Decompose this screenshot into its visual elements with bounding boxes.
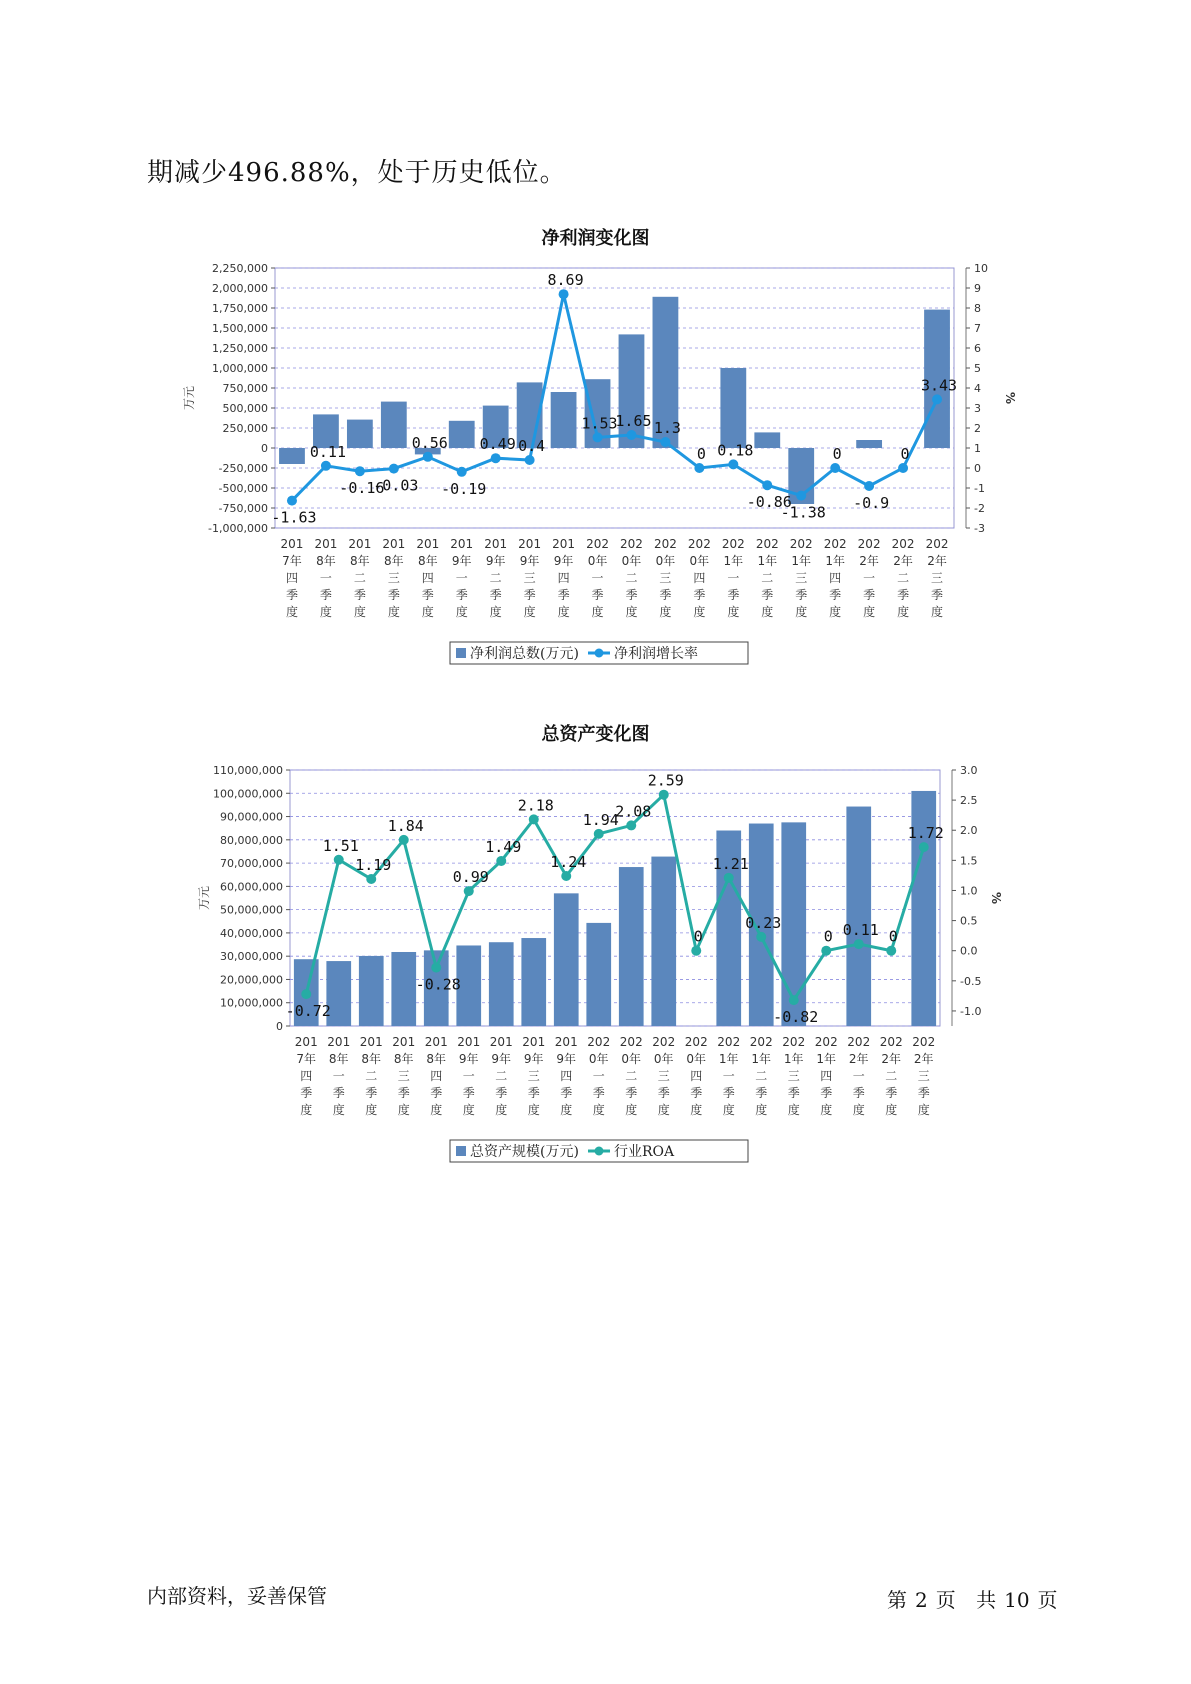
line-point	[399, 835, 409, 845]
y2-tick-label: -1.0	[960, 1004, 982, 1018]
data-label: -0.19	[441, 479, 487, 498]
x-tick-label: 201 9年四季度	[552, 537, 576, 619]
data-label: 1.3	[653, 419, 681, 437]
legend-label: 净利润总数(万元)	[470, 646, 579, 662]
line-point	[660, 437, 670, 447]
data-label: 1.24	[550, 853, 587, 872]
x-tick-label: 201 9年二季度	[484, 537, 508, 619]
data-label: -0.72	[285, 1002, 331, 1021]
x-tick-label: 202 0年二季度	[619, 1035, 643, 1117]
data-label: 0.23	[745, 913, 782, 932]
line-point	[919, 842, 929, 852]
y2-tick-label: 4	[974, 382, 981, 395]
y-tick-label: 70,000,000	[220, 857, 283, 871]
y-axis-label: 万元	[197, 885, 211, 911]
bar	[391, 952, 416, 1026]
legend-bar-swatch	[456, 1146, 466, 1156]
line-point	[321, 461, 331, 471]
line-point	[886, 946, 896, 956]
x-tick-label: 201 8年三季度	[382, 537, 406, 619]
data-label: 1.53	[581, 414, 618, 433]
data-label: 0.11	[309, 442, 346, 461]
y-tick-label: 110,000,000	[213, 764, 283, 777]
bar	[754, 432, 780, 448]
bar	[554, 893, 579, 1026]
data-label: 0.18	[717, 441, 754, 460]
data-label: 1.51	[322, 836, 359, 855]
x-tick-label: 202 2年二季度	[891, 537, 915, 619]
line-point	[491, 453, 501, 463]
data-label: -0.03	[373, 476, 419, 495]
line-point	[854, 939, 864, 949]
y2-tick-label: 2	[974, 422, 981, 435]
y-tick-label: -750,000	[218, 502, 268, 515]
line-point	[301, 989, 311, 999]
line-point	[529, 814, 539, 824]
line-point	[796, 491, 806, 501]
line-point	[864, 481, 874, 491]
y-tick-label: 80,000,000	[220, 833, 283, 847]
y-tick-label: 2,000,000	[212, 282, 268, 295]
data-label: 0	[900, 445, 910, 463]
legend-line-swatch	[595, 649, 604, 658]
line-point	[366, 874, 376, 884]
y2-tick-label: 5	[974, 362, 981, 375]
data-label: 2.18	[517, 796, 554, 815]
data-label: 1.21	[712, 854, 749, 873]
legend-label: 行业ROA	[614, 1144, 675, 1160]
y2-tick-label: 0.5	[960, 914, 978, 928]
footer-confidential: 内部资料，妥善保管	[147, 1584, 327, 1608]
legend	[450, 1140, 748, 1162]
data-label: -1.38	[780, 503, 826, 522]
page-current: 2	[915, 1588, 928, 1612]
y2-tick-label: 9	[974, 282, 981, 295]
data-label: 0.4	[518, 437, 546, 455]
data-label: 1.84	[387, 816, 424, 835]
x-tick-label: 201 7年四季度	[280, 537, 304, 619]
x-tick-label: 202 1年一季度	[721, 537, 745, 619]
bar	[347, 420, 373, 448]
data-label: -0.82	[773, 1008, 819, 1027]
y-tick-label: 1,750,000	[212, 302, 268, 315]
y2-tick-label: 8	[974, 302, 981, 315]
x-tick-label: 202 1年三季度	[782, 1035, 806, 1117]
chart-title: 总资产变化图	[541, 724, 650, 745]
data-label: 1.19	[355, 856, 392, 875]
bar	[586, 923, 611, 1026]
x-tick-label: 202 0年四季度	[684, 1035, 708, 1117]
x-tick-label: 201 9年四季度	[554, 1035, 578, 1117]
bar	[856, 440, 882, 448]
line-point	[691, 946, 701, 956]
y-tick-label: 500,000	[222, 402, 268, 415]
data-label: 0.56	[411, 433, 448, 452]
bar	[521, 938, 546, 1026]
page-mid: 页	[935, 1588, 956, 1612]
y-tick-label: -500,000	[218, 482, 268, 495]
y-tick-label: 100,000,000	[213, 787, 283, 801]
x-tick-label: 201 8年一季度	[314, 537, 338, 619]
y2-tick-label: 1	[974, 442, 981, 455]
x-tick-label: 202 0年四季度	[687, 537, 711, 619]
y2-axis-label: %	[1003, 391, 1017, 405]
line-point	[898, 463, 908, 473]
x-tick-label: 202 2年二季度	[879, 1035, 903, 1117]
y-tick-label: 40,000,000	[220, 926, 283, 940]
y-tick-label: -1,000,000	[208, 522, 268, 535]
y-tick-label: 250,000	[222, 422, 268, 435]
y-tick-label: 90,000,000	[220, 810, 283, 824]
data-label: 0.99	[452, 868, 489, 887]
line-point	[431, 963, 441, 973]
line-point	[594, 829, 604, 839]
data-label: 3.43	[920, 376, 958, 395]
y2-tick-label: 10	[974, 262, 988, 275]
x-tick-label: 202 1年三季度	[789, 537, 813, 619]
data-label: 0	[888, 927, 898, 946]
y-tick-label: -250,000	[218, 462, 268, 475]
y-tick-label: 10,000,000	[220, 996, 283, 1010]
bar	[489, 942, 514, 1026]
x-tick-label: 202 2年一季度	[847, 1035, 871, 1117]
line-point	[694, 463, 704, 473]
y-tick-label: 750,000	[222, 382, 268, 395]
x-tick-label: 202 1年一季度	[717, 1035, 741, 1117]
y-tick-label: 1,250,000	[212, 342, 268, 355]
page-suffix: 页	[1037, 1588, 1058, 1612]
chart-title: 净利润变化图	[541, 228, 650, 249]
y2-tick-label: 3.0	[960, 764, 978, 777]
x-tick-label: 201 7年四季度	[294, 1035, 318, 1117]
x-tick-label: 202 0年二季度	[620, 537, 643, 619]
y2-tick-label: 0	[974, 462, 981, 475]
data-label: 1.94	[582, 810, 619, 829]
x-tick-label: 202 0年三季度	[652, 1035, 676, 1117]
y-tick-label: 1,000,000	[212, 362, 268, 375]
footer-page-number	[887, 1584, 1066, 1613]
y2-tick-label: -1	[974, 482, 985, 495]
legend	[450, 642, 748, 664]
line-point	[525, 455, 535, 465]
data-label: 1.65	[615, 412, 652, 430]
page-total: 10	[1004, 1588, 1030, 1612]
line-point	[821, 946, 831, 956]
line-point	[457, 467, 467, 477]
x-tick-label: 202 0年三季度	[653, 537, 677, 619]
x-tick-label: 202 1年二季度	[755, 537, 779, 619]
x-tick-label: 201 9年三季度	[522, 1035, 546, 1117]
data-label: 0	[832, 445, 842, 463]
legend-line-swatch	[595, 1147, 604, 1156]
x-tick-label: 201 8年四季度	[416, 537, 440, 619]
y-tick-label: 0	[276, 1020, 283, 1033]
bar	[551, 392, 577, 448]
line-point	[626, 820, 636, 830]
y2-tick-label: 6	[974, 342, 981, 355]
x-tick-label: 202 2年三季度	[925, 537, 949, 619]
data-label: 0.49	[479, 435, 516, 454]
line-point	[659, 790, 669, 800]
x-tick-label: 201 8年一季度	[327, 1035, 351, 1117]
line-point	[756, 932, 766, 942]
data-label: -1.63	[271, 508, 317, 527]
data-label: -0.16	[339, 479, 385, 498]
bar	[720, 368, 746, 448]
y2-axis-label: %	[989, 891, 1003, 905]
legend-bar-swatch	[456, 648, 466, 658]
x-tick-label: 201 8年二季度	[348, 537, 372, 619]
x-tick-label: 201 9年二季度	[489, 1035, 513, 1117]
line-point	[932, 394, 942, 404]
y2-tick-label: 0.0	[960, 944, 978, 958]
legend-label: 净利润增长率	[614, 646, 698, 662]
y2-tick-label: -3	[974, 522, 985, 535]
x-tick-label: 201 8年四季度	[424, 1035, 448, 1117]
total-assets-chart-svg	[0, 750, 1191, 1190]
x-tick-label: 202 1年四季度	[823, 537, 847, 619]
line-point	[830, 463, 840, 473]
y2-tick-label: 1.5	[960, 854, 978, 868]
data-label: 1.49	[485, 837, 522, 856]
line-point	[561, 871, 571, 881]
line-point	[423, 452, 433, 462]
y-tick-label: 1,500,000	[212, 322, 268, 335]
data-label: 0	[696, 445, 706, 463]
line-point	[334, 855, 344, 865]
y-tick-label: 60,000,000	[220, 880, 283, 894]
page-total-label: 共	[976, 1588, 997, 1612]
x-tick-label: 202 1年四季度	[814, 1035, 838, 1117]
bar	[449, 421, 475, 448]
y-axis-label: 万元	[182, 385, 196, 411]
line-point	[626, 430, 636, 440]
line-point	[724, 873, 734, 883]
bar	[279, 448, 305, 464]
y2-tick-label: -2	[974, 502, 985, 515]
line-point	[728, 459, 738, 469]
line-point	[496, 856, 506, 866]
bar	[381, 402, 407, 448]
data-label: -0.86	[746, 493, 792, 512]
line-point	[789, 995, 799, 1005]
data-label: 8.69	[547, 271, 584, 290]
y2-tick-label: 3	[974, 402, 981, 415]
data-label: -0.28	[415, 975, 461, 994]
line-point	[762, 480, 772, 490]
data-label: 0	[823, 927, 833, 946]
y2-tick-label: -0.5	[960, 974, 982, 988]
y2-tick-label: 2.5	[960, 794, 978, 808]
x-tick-label: 201 9年三季度	[518, 537, 542, 619]
y-tick-label: 20,000,000	[220, 973, 283, 987]
x-tick-label: 202 1年二季度	[749, 1035, 773, 1117]
line-point	[389, 464, 399, 474]
data-label: 2.59	[647, 771, 684, 790]
data-label: 1.72	[907, 824, 944, 843]
x-tick-label: 202 2年一季度	[857, 537, 881, 619]
bar	[651, 857, 676, 1026]
data-label: 0	[693, 927, 703, 946]
y2-tick-label: 1.0	[960, 884, 978, 898]
page-prefix: 第	[887, 1588, 907, 1612]
bar	[619, 867, 644, 1026]
y2-tick-label: 2.0	[960, 824, 978, 838]
net-profit-chart-svg	[0, 250, 1191, 710]
x-tick-label: 201 9年一季度	[450, 537, 474, 619]
y2-tick-label: 7	[974, 322, 981, 335]
y-tick-label: 2,250,000	[212, 262, 268, 275]
line-point	[464, 886, 474, 896]
x-tick-label: 201 8年二季度	[359, 1035, 383, 1117]
y-tick-label: 30,000,000	[220, 950, 283, 964]
y-tick-label: 50,000,000	[220, 903, 283, 917]
data-label: -0.9	[853, 494, 890, 512]
line-point	[287, 496, 297, 506]
line-point	[355, 466, 365, 476]
x-tick-label: 202 2年三季度	[912, 1035, 936, 1117]
line-point	[559, 289, 569, 299]
data-label: 0.11	[842, 921, 879, 940]
y-tick-label: 0	[261, 442, 268, 455]
x-tick-label: 201 8年三季度	[392, 1035, 416, 1117]
data-label: 2.08	[615, 802, 652, 821]
x-tick-label: 201 9年一季度	[457, 1035, 481, 1117]
bar	[359, 956, 384, 1026]
bar	[846, 807, 871, 1026]
x-tick-label: 202 0年一季度	[586, 537, 609, 619]
legend-label: 总资产规模(万元)	[470, 1144, 579, 1160]
x-tick-label: 202 0年一季度	[587, 1035, 611, 1117]
line-point	[593, 432, 603, 442]
intro-text: 期减少496.88%，处于历史低位。	[147, 158, 567, 188]
